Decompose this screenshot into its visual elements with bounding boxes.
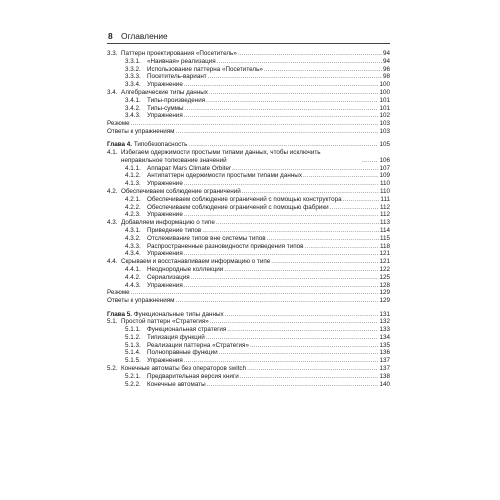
- toc-entry[interactable]: [107, 266, 390, 274]
- toc-entry[interactable]: [107, 188, 390, 196]
- toc-leader-dots: [191, 274, 379, 282]
- toc-page-number: 94: [382, 50, 390, 57]
- toc-entry-number: 3.3.2.: [125, 65, 141, 73]
- toc-entry-number: 5.1.3.: [125, 341, 141, 349]
- toc-entry-number: 4.2.1.: [125, 195, 141, 203]
- toc-entry[interactable]: [107, 172, 390, 180]
- toc-entry-number: 4.4.: [107, 258, 118, 266]
- toc-entry-number: 4.4.3.: [125, 281, 141, 289]
- toc-entry-line: [121, 365, 390, 373]
- toc-leader-dots: [242, 188, 379, 196]
- toc-entry-line: [147, 66, 390, 74]
- toc-entry-number: 5.1.1.: [125, 326, 141, 334]
- toc-entry-line: [147, 342, 390, 350]
- toc-leader-dots: [224, 266, 378, 274]
- toc-entry-line: [121, 318, 390, 326]
- toc-entry[interactable]: [107, 334, 390, 342]
- toc-leader-dots: [184, 81, 379, 89]
- toc-entry[interactable]: [107, 128, 390, 136]
- toc-page-number: 140: [379, 380, 390, 388]
- toc-page-number: 107: [379, 164, 390, 172]
- toc-page-number: 103: [379, 120, 390, 128]
- toc-entry-title: Добавляем информацию о типе: [121, 219, 215, 227]
- toc-entry-line: [147, 97, 390, 105]
- toc-entry-line: [147, 81, 390, 89]
- toc-page-number: 121: [379, 258, 390, 266]
- toc-entry-number: 3.3.: [107, 50, 118, 57]
- toc-entry[interactable]: [107, 149, 390, 165]
- toc-page-number: 100: [379, 81, 390, 89]
- toc-entry-number: 5.1.4.: [125, 349, 141, 357]
- toc-entry[interactable]: [107, 274, 390, 282]
- toc-entry-line: [147, 196, 390, 204]
- page-number: 8: [108, 31, 113, 41]
- toc-entry-number: 4.3.: [107, 219, 118, 227]
- toc-entry-title: Неоднородные коллекции: [147, 266, 224, 274]
- toc-entry-title: Антипаттерн одержимости простыми типами данных: [147, 172, 302, 180]
- toc-leader-dots: [131, 120, 379, 128]
- toc-entry-number: 4.2.: [107, 188, 118, 196]
- toc-entry-number: 4.3.4.: [125, 250, 141, 258]
- toc-entry-number: 4.2.3.: [125, 211, 141, 219]
- toc-page-number: 102: [379, 112, 390, 120]
- toc-entry-line: [147, 165, 390, 173]
- toc-entry-title: Предварительная версия книги: [147, 372, 239, 380]
- toc-entry-title: [107, 311, 225, 319]
- toc-entry-title: Отслеживание типов вне системы типов: [147, 234, 266, 242]
- toc-chapter-entry[interactable]: [107, 141, 390, 149]
- toc-leader-dots: [362, 157, 378, 165]
- toc-page-number: 125: [379, 273, 390, 281]
- toc-entry[interactable]: [107, 73, 390, 81]
- toc-entry-number: 4.4.1.: [125, 266, 141, 274]
- toc-page-number: 121: [379, 250, 390, 258]
- toc-leader-dots: [207, 381, 379, 389]
- toc-entry-line: [147, 227, 390, 235]
- toc-entry-number: 4.2.2.: [125, 203, 141, 211]
- toc-page-number: 100: [379, 88, 390, 96]
- toc-page-number: 112: [379, 203, 390, 211]
- toc-page-number: 135: [379, 341, 390, 349]
- toc-page-number: 112: [379, 211, 390, 219]
- toc-entry[interactable]: [107, 235, 390, 243]
- toc-entry-title: Упражнение: [147, 180, 183, 188]
- toc-entry-title: Конечные автоматы без операторов switch: [121, 365, 247, 373]
- toc-entry-number: 4.3.3.: [125, 242, 141, 250]
- toc-entry[interactable]: [107, 112, 390, 120]
- toc-leader-dots: [247, 365, 378, 373]
- toc-entry[interactable]: [107, 219, 390, 227]
- toc-entry-number: 5.2.: [107, 365, 118, 373]
- toc-entry-number: 4.3.2.: [125, 234, 141, 242]
- toc-entry-title: Функциональная стратегия: [147, 326, 227, 334]
- chapter-title: Функциональные типы данных: [133, 310, 224, 318]
- toc-entry[interactable]: [107, 81, 390, 89]
- toc-entry[interactable]: [107, 89, 390, 97]
- toc-entry-line: [121, 188, 390, 196]
- toc-page-number: 132: [379, 318, 390, 326]
- toc-entry-title: Резюме: [107, 120, 130, 128]
- toc-entry-title: Избегаем одержимости простыми типами данных, чтобы исключить неправильное толкование значений: [121, 149, 321, 164]
- toc-entry[interactable]: [107, 120, 390, 128]
- chapter-title: Типобезопасность: [133, 141, 188, 149]
- toc-entry-line: [121, 89, 390, 97]
- toc-leader-dots: [184, 211, 379, 219]
- toc-page-number: 98: [382, 73, 390, 81]
- toc-leader-dots: [227, 326, 378, 334]
- toc-entry-number: 5.1.5.: [125, 357, 141, 365]
- toc-leader-dots: [216, 219, 379, 227]
- toc-page-number: 110: [379, 188, 390, 196]
- toc-page-number: 115: [379, 234, 390, 242]
- toc-page-number: 131: [379, 310, 390, 318]
- toc-entry-line: [147, 334, 390, 342]
- toc-entry-title: Скрываем и восстанавливаем информацию о типе: [121, 258, 271, 266]
- toc-entry-title: Обеспечиваем соблюдение ограничений: [121, 188, 241, 196]
- toc-entry-title: Алгебраические типы данных: [121, 88, 208, 96]
- toc-page-number: 122: [379, 266, 390, 274]
- toc-leader-dots: [264, 66, 382, 74]
- toc-entry-title: Простой паттерн «Стратегия»: [121, 318, 209, 326]
- toc-entry-title: Сериализация: [147, 273, 190, 281]
- toc-entry-line: [107, 141, 390, 149]
- toc-page-number: 109: [379, 172, 390, 180]
- toc-entry-title: «Наивная» реализация: [147, 57, 216, 65]
- toc-page-number: 96: [382, 65, 390, 73]
- toc-entry-line: [121, 258, 390, 266]
- toc-leader-dots: [240, 373, 379, 381]
- toc-leader-dots: [209, 89, 379, 97]
- toc-leader-dots: [343, 196, 380, 204]
- toc-entry-line: [121, 149, 390, 165]
- toc-entry-title: Упражнение: [147, 81, 183, 89]
- toc-leader-dots: [184, 250, 379, 258]
- toc-entry-number: 5.1.2.: [125, 333, 141, 341]
- toc-entry-line: [107, 311, 390, 319]
- toc-entry-title: Типы-суммы: [147, 104, 184, 112]
- toc-leader-dots: [217, 58, 382, 66]
- toc-entry-line: [147, 204, 390, 212]
- toc-entry[interactable]: [107, 180, 390, 188]
- toc-entry-title: Типы-произведения: [147, 96, 206, 104]
- toc-entry[interactable]: [107, 381, 390, 389]
- toc-leader-dots: [184, 282, 379, 290]
- toc-page-number: 94: [382, 57, 390, 65]
- toc-entry-number: 4.3.1.: [125, 227, 141, 235]
- toc-leader-dots: [238, 50, 382, 58]
- toc-leader-dots: [304, 243, 378, 251]
- toc-entry-line: [107, 120, 390, 128]
- toc-entry[interactable]: [107, 211, 390, 219]
- toc-entry-number: 4.1.3.: [125, 180, 141, 188]
- toc-entry-title: Упражнения: [147, 281, 183, 289]
- toc-entry[interactable]: [107, 58, 390, 66]
- toc-entry-title: Паттерн проектирования «Посетитель»: [121, 50, 237, 57]
- toc-entry[interactable]: [107, 282, 390, 290]
- toc-entry-line: [107, 289, 390, 297]
- toc-entry-title: Упражнения: [147, 112, 183, 120]
- toc-entry-line: [147, 373, 390, 381]
- toc-entry[interactable]: [107, 196, 390, 204]
- toc-entry-line: [147, 112, 390, 120]
- toc-leader-dots: [184, 357, 379, 365]
- toc-leader-dots: [225, 311, 379, 319]
- toc-entry-title: Упражнения: [147, 357, 183, 365]
- toc-leader-dots: [219, 349, 379, 357]
- toc-entry[interactable]: [107, 250, 390, 258]
- toc-entry-line: [147, 211, 390, 219]
- table-of-contents: [107, 50, 390, 388]
- toc-entry-number: 3.4.3.: [125, 112, 141, 120]
- running-title: Оглавление: [121, 31, 168, 41]
- toc-leader-dots: [184, 112, 379, 120]
- toc-entry-line: [147, 282, 390, 290]
- toc-leader-dots: [202, 227, 379, 235]
- toc-page-number: 128: [379, 281, 390, 289]
- toc-leader-dots: [176, 297, 379, 305]
- toc-leader-dots: [271, 258, 378, 266]
- toc-entry[interactable]: [107, 289, 390, 297]
- toc-entry-title: Типизация функций: [147, 333, 205, 341]
- toc-entry-title: Ответы к упражнениям: [107, 297, 175, 305]
- toc-leader-dots: [188, 141, 378, 149]
- toc-entry-line: [107, 297, 390, 305]
- toc-entry-line: [107, 128, 390, 136]
- toc-entry[interactable]: [107, 326, 390, 334]
- toc-entry[interactable]: [107, 97, 390, 105]
- toc-entry[interactable]: [107, 342, 390, 350]
- toc-entry-number: 3.4.: [107, 88, 118, 96]
- toc-entry-number: 3.4.2.: [125, 104, 141, 112]
- toc-page-number: 129: [379, 289, 390, 297]
- toc-leader-dots: [250, 342, 379, 350]
- toc-entry-line: [147, 235, 390, 243]
- toc-entry-line: [147, 250, 390, 258]
- toc-entry-line: [147, 172, 390, 180]
- chapter-label: Глава 4.: [107, 141, 133, 149]
- toc-leader-dots: [208, 73, 382, 81]
- toc-entry-title: Реализации паттерна «Стратегия»: [147, 341, 249, 349]
- toc-entry[interactable]: [107, 66, 390, 74]
- toc-leader-dots: [185, 105, 379, 113]
- toc-leader-dots: [232, 165, 378, 173]
- toc-entry-title: Ответы к упражнениям: [107, 127, 175, 135]
- toc-entry-line: [147, 349, 390, 357]
- toc-leader-dots: [267, 235, 379, 243]
- toc-leader-dots: [184, 180, 379, 188]
- toc-leader-dots: [206, 334, 379, 342]
- toc-leader-dots: [303, 172, 379, 180]
- toc-page-number: 133: [379, 326, 390, 334]
- toc-entry-number: 4.1.2.: [125, 172, 141, 180]
- toc-entry-title: Аппарат Mars Climate Orbiter: [147, 164, 232, 172]
- toc-page-number: 134: [379, 333, 390, 341]
- toc-entry[interactable]: [107, 50, 390, 58]
- toc-page-number: 118: [379, 242, 390, 250]
- toc-entry-number: 5.2.2.: [125, 380, 141, 388]
- toc-page-number: 101: [379, 104, 390, 112]
- toc-entry-number: 5.2.1.: [125, 372, 141, 380]
- toc-entry[interactable]: [107, 373, 390, 381]
- toc-leader-dots: [210, 318, 379, 326]
- toc-page-number: 101: [379, 96, 390, 104]
- toc-entry-line: [121, 50, 390, 58]
- toc-page-number: 138: [379, 372, 390, 380]
- toc-entry-line: [147, 274, 390, 282]
- toc-page-number: 137: [379, 365, 390, 373]
- toc-entry[interactable]: [107, 243, 390, 251]
- toc-entry[interactable]: [107, 258, 390, 266]
- toc-entry-number: 3.3.4.: [125, 81, 141, 89]
- toc-page-number: 113: [379, 219, 390, 227]
- toc-entry[interactable]: [107, 105, 390, 113]
- toc-entry-line: [147, 58, 390, 66]
- toc-entry[interactable]: [107, 357, 390, 365]
- toc-entry-number: 4.1.: [107, 149, 118, 157]
- toc-entry[interactable]: [107, 227, 390, 235]
- toc-entry-number: 3.4.1.: [125, 96, 141, 104]
- toc-entry[interactable]: [107, 204, 390, 212]
- toc-entry-title: Посетитель-вариант: [147, 73, 207, 81]
- toc-page-number: 110: [379, 180, 390, 188]
- toc-entry-title: Конечные автоматы: [147, 380, 206, 388]
- toc-entry-line: [147, 357, 390, 365]
- toc-leader-dots: [206, 97, 378, 105]
- toc-entry-title: Упражнение: [147, 211, 183, 219]
- toc-entry[interactable]: [107, 349, 390, 357]
- toc-entry-title: Использование паттерна «Посетитель»: [147, 65, 263, 73]
- toc-entry-title: Полноправные функции: [147, 349, 218, 357]
- chapter-label: Глава 5.: [107, 310, 133, 318]
- toc-page-number: 129: [379, 297, 390, 305]
- toc-entry-title: Приведение типов: [147, 227, 202, 235]
- toc-entry-line: [147, 326, 390, 334]
- toc-entry-number: 4.1.1.: [125, 164, 141, 172]
- toc-chapter-entry[interactable]: [107, 311, 390, 319]
- header-divider: [107, 43, 390, 44]
- toc-entry[interactable]: [107, 165, 390, 173]
- toc-entry-number: 5.1.: [107, 318, 118, 326]
- toc-entry[interactable]: [107, 297, 390, 305]
- toc-page-number: 114: [379, 227, 390, 235]
- toc-entry-title: Распространенные разновидности приведения типов: [147, 242, 304, 250]
- toc-entry-number: 3.3.3.: [125, 73, 141, 81]
- toc-leader-dots: [176, 128, 379, 136]
- toc-entry-title: Резюме: [107, 289, 130, 297]
- toc-entry-line: [147, 73, 390, 81]
- toc-page-number: 137: [379, 357, 390, 365]
- toc-page-number: 136: [379, 349, 390, 357]
- toc-page-number: 103: [379, 127, 390, 135]
- toc-entry[interactable]: [107, 365, 390, 373]
- toc-entry-line: [147, 180, 390, 188]
- toc-entry-line: [121, 219, 390, 227]
- toc-entry-line: [147, 381, 390, 389]
- toc-entry-line: [147, 105, 390, 113]
- toc-entry-title: Обеспечиваем соблюдение ограничений с помощью фабрики: [147, 203, 329, 211]
- toc-entry-number: 3.3.1.: [125, 57, 141, 65]
- toc-entry[interactable]: [107, 318, 390, 326]
- toc-page-number: 111: [380, 195, 390, 203]
- toc-leader-dots: [131, 289, 379, 297]
- toc-page-number: 106: [379, 156, 390, 164]
- toc-entry-line: [147, 266, 390, 274]
- toc-entry-line: [147, 243, 390, 251]
- toc-leader-dots: [330, 204, 379, 212]
- running-header: [108, 30, 390, 42]
- toc-entry-title: [107, 141, 188, 149]
- toc-entry-title: Обеспечиваем соблюдение ограничений с помощью конструктора: [147, 195, 342, 203]
- toc-entry-title: Упражнения: [147, 250, 183, 258]
- toc-page-number: 105: [379, 141, 390, 149]
- toc-entry-number: 4.4.2.: [125, 273, 141, 281]
